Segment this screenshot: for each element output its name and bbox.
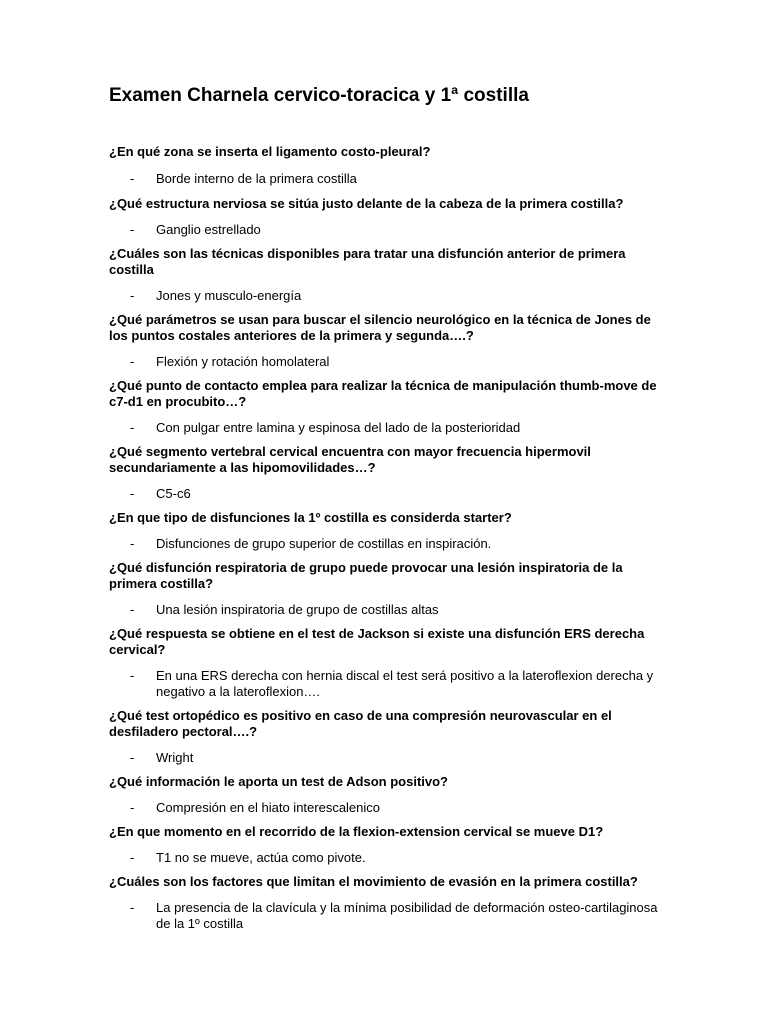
bullet-dash: - xyxy=(130,602,135,617)
question-4: ¿Qué parámetros se usan para buscar el silencio neurológico en la técnica de Jones de los puntos costales anteriores de la primera y segunda….? xyxy=(109,312,651,343)
answer-text: Jones y musculo-energía xyxy=(156,288,302,303)
bullet-dash: - xyxy=(130,850,135,865)
bullet-dash: - xyxy=(130,420,135,435)
bullet-dash: - xyxy=(130,668,135,683)
question-12: ¿En que momento en el recorrido de la flexion-extension cervical se mueve D1? xyxy=(109,824,604,839)
bullet-dash: - xyxy=(130,800,135,815)
answer-5 xyxy=(109,420,669,436)
question-5: ¿Qué punto de contacto emplea para realizar la técnica de manipulación thumb-move de c7-d1 en procubito…? xyxy=(109,378,657,409)
answer-11 xyxy=(109,800,669,816)
document-title: Examen Charnela cervico-toracica y 1ª costilla xyxy=(109,85,529,106)
answer-13 xyxy=(109,900,669,932)
answer-text: T1 no se mueve, actúa como pivote. xyxy=(156,850,366,865)
answer-9 xyxy=(109,668,669,700)
question-11: ¿Qué información le aporta un test de Adson positivo? xyxy=(109,774,448,789)
answer-text: Disfunciones de grupo superior de costillas en inspiración. xyxy=(156,536,492,551)
question-9: ¿Qué respuesta se obtiene en el test de Jackson si existe una disfunción ERS derecha cervical? xyxy=(109,626,645,657)
bullet-dash: - xyxy=(130,486,135,501)
answer-7 xyxy=(109,536,669,552)
bullet-dash: - xyxy=(130,222,135,237)
question-7: ¿En que tipo de disfunciones la 1º costilla es considerda starter? xyxy=(109,510,512,525)
question-10: ¿Qué test ortopédico es positivo en caso de una compresión neurovascular en el desfiladero pectoral….? xyxy=(109,708,612,739)
bullet-dash: - xyxy=(130,171,135,186)
answer-12 xyxy=(109,850,669,866)
question-6: ¿Qué segmento vertebral cervical encuentra con mayor frecuencia hipermovil secundariamente a las hipomovilidades…? xyxy=(109,444,591,475)
answer-6 xyxy=(109,486,669,502)
answer-text: Borde interno de la primera costilla xyxy=(156,171,357,186)
question-3: ¿Cuáles son las técnicas disponibles para tratar una disfunción anterior de primera costilla xyxy=(109,246,626,277)
answer-3 xyxy=(109,288,669,304)
answer-text: Wright xyxy=(156,750,194,765)
answer-2 xyxy=(109,222,669,238)
question-2: ¿Qué estructura nerviosa se sitúa justo delante de la cabeza de la primera costilla? xyxy=(109,196,624,211)
question-8: ¿Qué disfunción respiratoria de grupo puede provocar una lesión inspiratoria de la primera costilla? xyxy=(109,560,623,591)
answer-text: En una ERS derecha con hernia discal el test será positivo a la lateroflexion derecha y negativo a la lateroflexion…. xyxy=(156,668,654,699)
answer-10 xyxy=(109,750,669,766)
answer-text: Flexión y rotación homolateral xyxy=(156,354,330,369)
bullet-dash: - xyxy=(130,354,135,369)
qa-list xyxy=(109,144,669,932)
answer-text: Ganglio estrellado xyxy=(156,222,261,237)
answer-text: Una lesión inspiratoria de grupo de costillas altas xyxy=(156,602,439,617)
bullet-dash: - xyxy=(130,900,135,915)
answer-text: Compresión en el hiato interescalenico xyxy=(156,800,381,815)
answer-4 xyxy=(109,354,669,370)
bullet-dash: - xyxy=(130,750,135,765)
question-13: ¿Cuáles son los factores que limitan el movimiento de evasión en la primera costilla? xyxy=(109,874,638,889)
answer-8 xyxy=(109,602,669,618)
answer-text: Con pulgar entre lamina y espinosa del lado de la posterioridad xyxy=(156,420,521,435)
bullet-dash: - xyxy=(130,288,135,303)
bullet-dash: - xyxy=(130,536,135,551)
answer-1 xyxy=(109,171,669,187)
answer-text: La presencia de la clavícula y la mínima posibilidad de deformación osteo-cartilaginosa de la 1º costilla xyxy=(156,900,658,931)
question-1: ¿En qué zona se inserta el ligamento costo-pleural? xyxy=(109,144,431,159)
answer-text: C5-c6 xyxy=(156,486,191,501)
